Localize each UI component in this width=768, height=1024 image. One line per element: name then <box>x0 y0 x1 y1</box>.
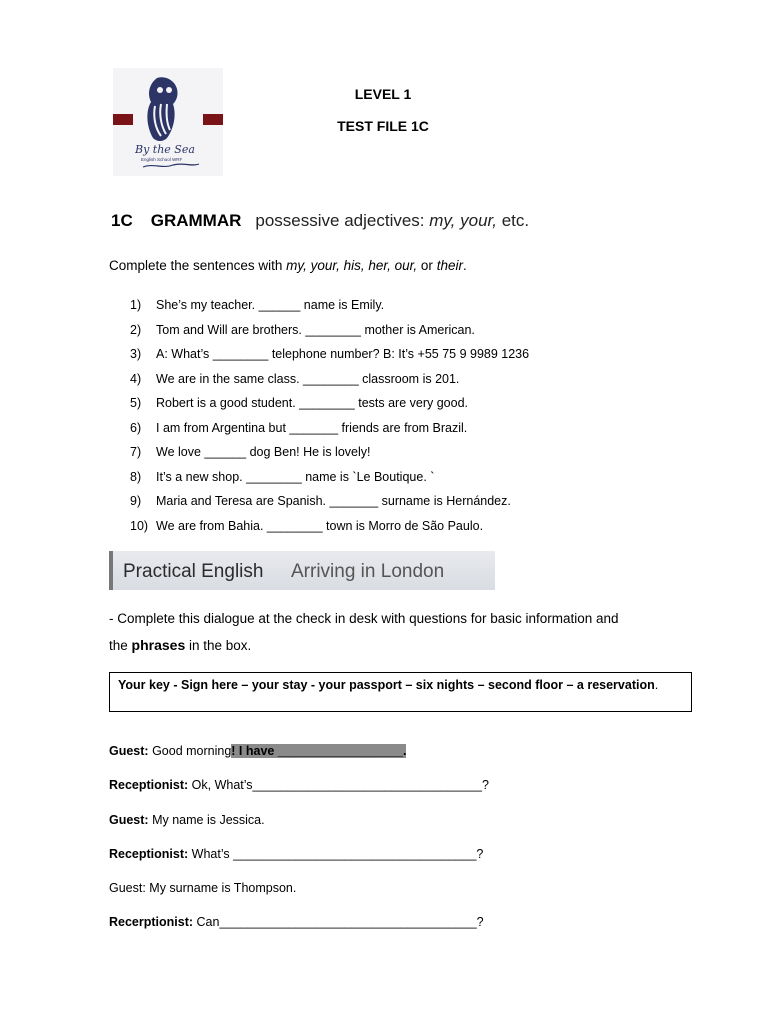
line2-prefix: the <box>109 638 132 653</box>
dialogue-text: My name is Jessica. <box>148 813 265 827</box>
list-item <box>130 345 529 370</box>
item-text: A: What’s ________ telephone number? B: It’s +55 75 9 9989 1236 <box>156 347 530 361</box>
dialogue-instruction <box>109 605 669 659</box>
item-text: We are from Bahia. ________ town is Morro de São Paulo. <box>156 518 484 533</box>
dialogue-line <box>109 847 483 861</box>
phrases-list: Your key - Sign here – your stay - your passport – six nights – second floor – a reservation <box>118 678 655 692</box>
item-number: 8) <box>130 469 142 484</box>
list-item <box>130 468 529 493</box>
logo-text: By the Sea <box>135 143 195 156</box>
logo-subtext: English School WRF <box>141 157 183 162</box>
speaker-label: Receptionist: <box>109 778 189 792</box>
item-number: 6) <box>130 420 142 435</box>
item-text: She’s my teacher. ______ name is Emily. <box>156 298 385 312</box>
school-logo <box>113 68 223 176</box>
dialogue-line <box>109 813 265 827</box>
list-item <box>130 394 529 419</box>
list-item <box>130 443 529 468</box>
item-number: 5) <box>130 396 142 410</box>
instruction-last: their <box>436 258 463 273</box>
grammar-instruction <box>109 258 467 273</box>
section-topic <box>255 211 529 230</box>
instruction-line-2 <box>109 632 669 659</box>
list-item <box>130 419 529 444</box>
phrases-box-text <box>118 678 658 692</box>
phrases-box <box>109 672 692 712</box>
item-number: 7) <box>130 445 142 459</box>
instruction-end: . <box>462 258 467 273</box>
line2-bold: phrases <box>131 637 186 653</box>
dialogue-text: Ok, What’s_________________________________? <box>188 778 489 792</box>
line2-suffix: in the box. <box>185 638 252 653</box>
dialogue-line <box>109 915 484 929</box>
speaker-label: Receptionist: <box>109 847 189 861</box>
instruction-words: my, your, his, her, our, <box>286 258 418 273</box>
item-number: 1) <box>130 298 142 312</box>
item-number: 9) <box>130 494 142 508</box>
list-item <box>130 492 529 517</box>
item-text: We are in the same class. ________ classroom is 201. <box>156 371 460 386</box>
list-item <box>130 517 529 542</box>
item-text: It’s a new shop. ________ name is `Le Boutique. ` <box>156 469 435 484</box>
speaker-label: Guest: <box>109 813 149 827</box>
topic-suffix: etc. <box>496 211 530 230</box>
instruction-line-1: - Complete this dialogue at the check in desk with questions for basic information and <box>109 611 619 626</box>
item-number: 2) <box>130 322 142 337</box>
instruction-or: or <box>417 258 437 273</box>
dialogue-line <box>109 778 489 792</box>
dialogue-line <box>109 881 296 895</box>
dialogue-text: What’s ___________________________________? <box>188 847 484 861</box>
banner-title: Practical English <box>123 561 264 582</box>
item-number: 3) <box>130 347 142 361</box>
dialogue-text: Guest: My surname is Thompson. <box>109 881 297 895</box>
dialogue-line <box>109 744 406 758</box>
speaker-label: Guest: <box>109 744 149 758</box>
list-item <box>130 370 529 395</box>
grammar-exercise-list <box>130 296 529 541</box>
practical-english-banner <box>109 551 495 590</box>
banner-subtitle: Arriving in London <box>291 561 445 582</box>
phrases-end: . <box>654 678 659 692</box>
dialogue-text: Can_____________________________________? <box>193 915 484 929</box>
item-text: Robert is a good student. ________ tests are very good. <box>156 396 469 410</box>
dialogue-text: Good morning <box>148 744 232 758</box>
topic-italic: my, your, <box>429 211 497 230</box>
section-title: GRAMMAR <box>150 211 242 230</box>
item-text: Maria and Teresa are Spanish. _______ surname is Hernández. <box>156 494 511 508</box>
topic-prefix: possessive adjectives: <box>255 211 430 230</box>
item-text: I am from Argentina but _______ friends are from Brazil. <box>156 420 468 435</box>
instruction-prefix: Complete the sentences with <box>109 258 287 273</box>
speaker-label: Recerptionist: <box>109 915 194 929</box>
section-code: 1C <box>111 211 133 230</box>
item-text: Tom and Will are brothers. ________ mother is American. <box>156 322 475 337</box>
item-number: 10) <box>130 518 149 533</box>
level-title: LEVEL 1 <box>354 86 412 102</box>
test-file-title: TEST FILE 1C <box>337 118 429 134</box>
highlighted-blank: ! I have __________________. <box>231 744 407 758</box>
item-text: We love ______ dog Ben! He is lovely! <box>156 445 371 459</box>
list-item <box>130 321 529 346</box>
grammar-heading <box>111 211 529 231</box>
list-item <box>130 296 529 321</box>
item-number: 4) <box>130 371 142 386</box>
